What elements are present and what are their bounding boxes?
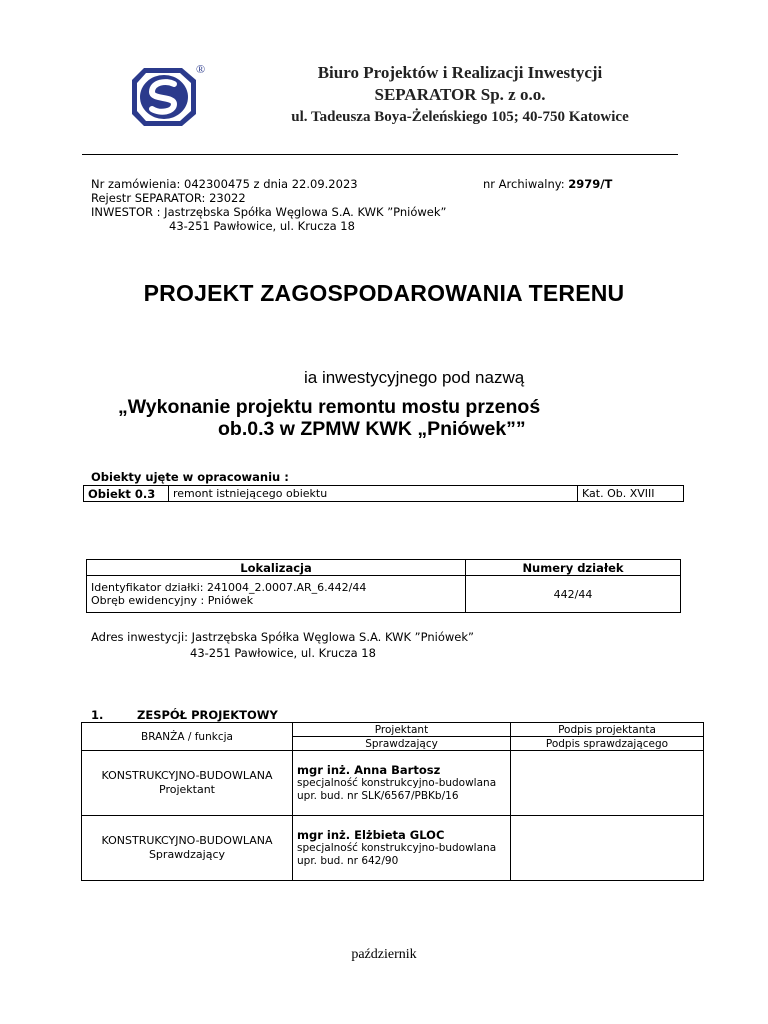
object-id: Obiekt 0.3 bbox=[84, 486, 169, 502]
column-header-designer-signature: Podpis projektanta bbox=[511, 723, 704, 737]
header-divider bbox=[82, 154, 678, 155]
objects-heading: Obiekty ujęte w opracowaniu : bbox=[91, 470, 289, 484]
intro-text: ia inwestycyjnego pod nazwą bbox=[304, 368, 525, 387]
objects-table bbox=[83, 485, 684, 502]
archive-label: nr Archiwalny: bbox=[483, 177, 565, 191]
subject-line-1: „Wykonanie projektu remontu mostu przenoś bbox=[118, 396, 541, 418]
company-header bbox=[240, 62, 680, 128]
person-name: mgr inż. Elżbieta GLOC bbox=[297, 828, 445, 842]
column-header-designer: Projektant bbox=[293, 723, 511, 737]
order-number: Nr zamówienia: 042300475 z dnia 22.09.2023 bbox=[91, 177, 358, 191]
signature-cell bbox=[511, 816, 704, 881]
precinct: Obręb ewidencyjny : Pniówek bbox=[91, 594, 254, 607]
table-header-row bbox=[82, 723, 704, 737]
registry-number: Rejestr SEPARATOR: 23022 bbox=[91, 191, 246, 205]
archive-number bbox=[483, 177, 612, 191]
plot-identifier: Identyfikator działki: 241004_2.0007.AR_6.442/44 bbox=[91, 581, 367, 594]
company-name-line2: SEPARATOR Sp. z o.o. bbox=[374, 85, 546, 104]
branch-name: KONSTRUKCYJNO-BUDOWLANA bbox=[101, 834, 273, 847]
person-specialty: specjalność konstrukcyjno-budowlana bbox=[297, 777, 497, 789]
table-row bbox=[82, 751, 704, 816]
person-cell bbox=[293, 751, 511, 816]
branch-function: Projektant bbox=[159, 783, 215, 796]
signature-cell bbox=[511, 751, 704, 816]
table-row bbox=[84, 486, 684, 502]
subject-line-2: ob.0.3 w ZPMW KWK „Pniówek”” bbox=[218, 418, 526, 440]
column-header-checker: Sprawdzający bbox=[293, 737, 511, 751]
table-header-row bbox=[87, 560, 681, 576]
investor-address: 43-251 Pawłowice, ul. Krucza 18 bbox=[169, 219, 355, 233]
branch-function: Sprawdzający bbox=[148, 848, 226, 861]
company-address: ul. Tadeusza Boya-Żeleńskiego 105; 40-750 Katowice bbox=[291, 109, 629, 125]
table-row bbox=[87, 576, 681, 613]
object-description: remont istniejącego obiektu bbox=[169, 486, 578, 502]
design-team-table bbox=[81, 722, 704, 881]
location-cell bbox=[87, 576, 466, 613]
column-header-plots: Numery działek bbox=[466, 560, 681, 576]
registered-mark: ® bbox=[196, 62, 206, 76]
person-name: mgr inż. Anna Bartosz bbox=[297, 763, 441, 777]
archive-value: 2979/T bbox=[568, 177, 613, 191]
person-specialty: specjalność konstrukcyjno-budowlana bbox=[297, 842, 497, 854]
investment-address-line2: 43-251 Pawłowice, ul. Krucza 18 bbox=[190, 646, 376, 660]
section-number: 1. bbox=[91, 708, 104, 722]
person-cell bbox=[293, 816, 511, 881]
investor-line: INWESTOR : Jastrzębska Spółka Węglowa S.A. KWK ”Pniówek” bbox=[91, 205, 447, 219]
person-license: upr. bud. nr 642/90 bbox=[297, 855, 399, 867]
footer-month: październik bbox=[351, 947, 417, 962]
branch-cell bbox=[82, 816, 293, 881]
company-name-line1: Biuro Projektów i Realizacji Inwestycji bbox=[317, 63, 603, 82]
column-header-checker-signature: Podpis sprawdzającego bbox=[511, 737, 704, 751]
column-header-branch: BRANŻA / funkcja bbox=[82, 723, 293, 751]
table-row bbox=[82, 816, 704, 881]
document-title: PROJEKT ZAGOSPODAROWANIA TERENU bbox=[143, 280, 625, 306]
section-title: ZESPÓŁ PROJEKTOWY bbox=[137, 708, 278, 722]
column-header-location: Lokalizacja bbox=[87, 560, 466, 576]
branch-cell bbox=[82, 751, 293, 816]
plot-numbers: 442/44 bbox=[466, 576, 681, 613]
location-table bbox=[86, 559, 681, 613]
branch-name: KONSTRUKCYJNO-BUDOWLANA bbox=[101, 769, 273, 782]
investment-address-line1: Adres inwestycji: Jastrzębska Spółka Węglowa S.A. KWK ”Pniówek” bbox=[91, 630, 474, 644]
person-license: upr. bud. nr SLK/6567/PBKb/16 bbox=[297, 790, 459, 802]
team-heading bbox=[91, 708, 278, 722]
object-category: Kat. Ob. XVIII bbox=[578, 486, 684, 502]
